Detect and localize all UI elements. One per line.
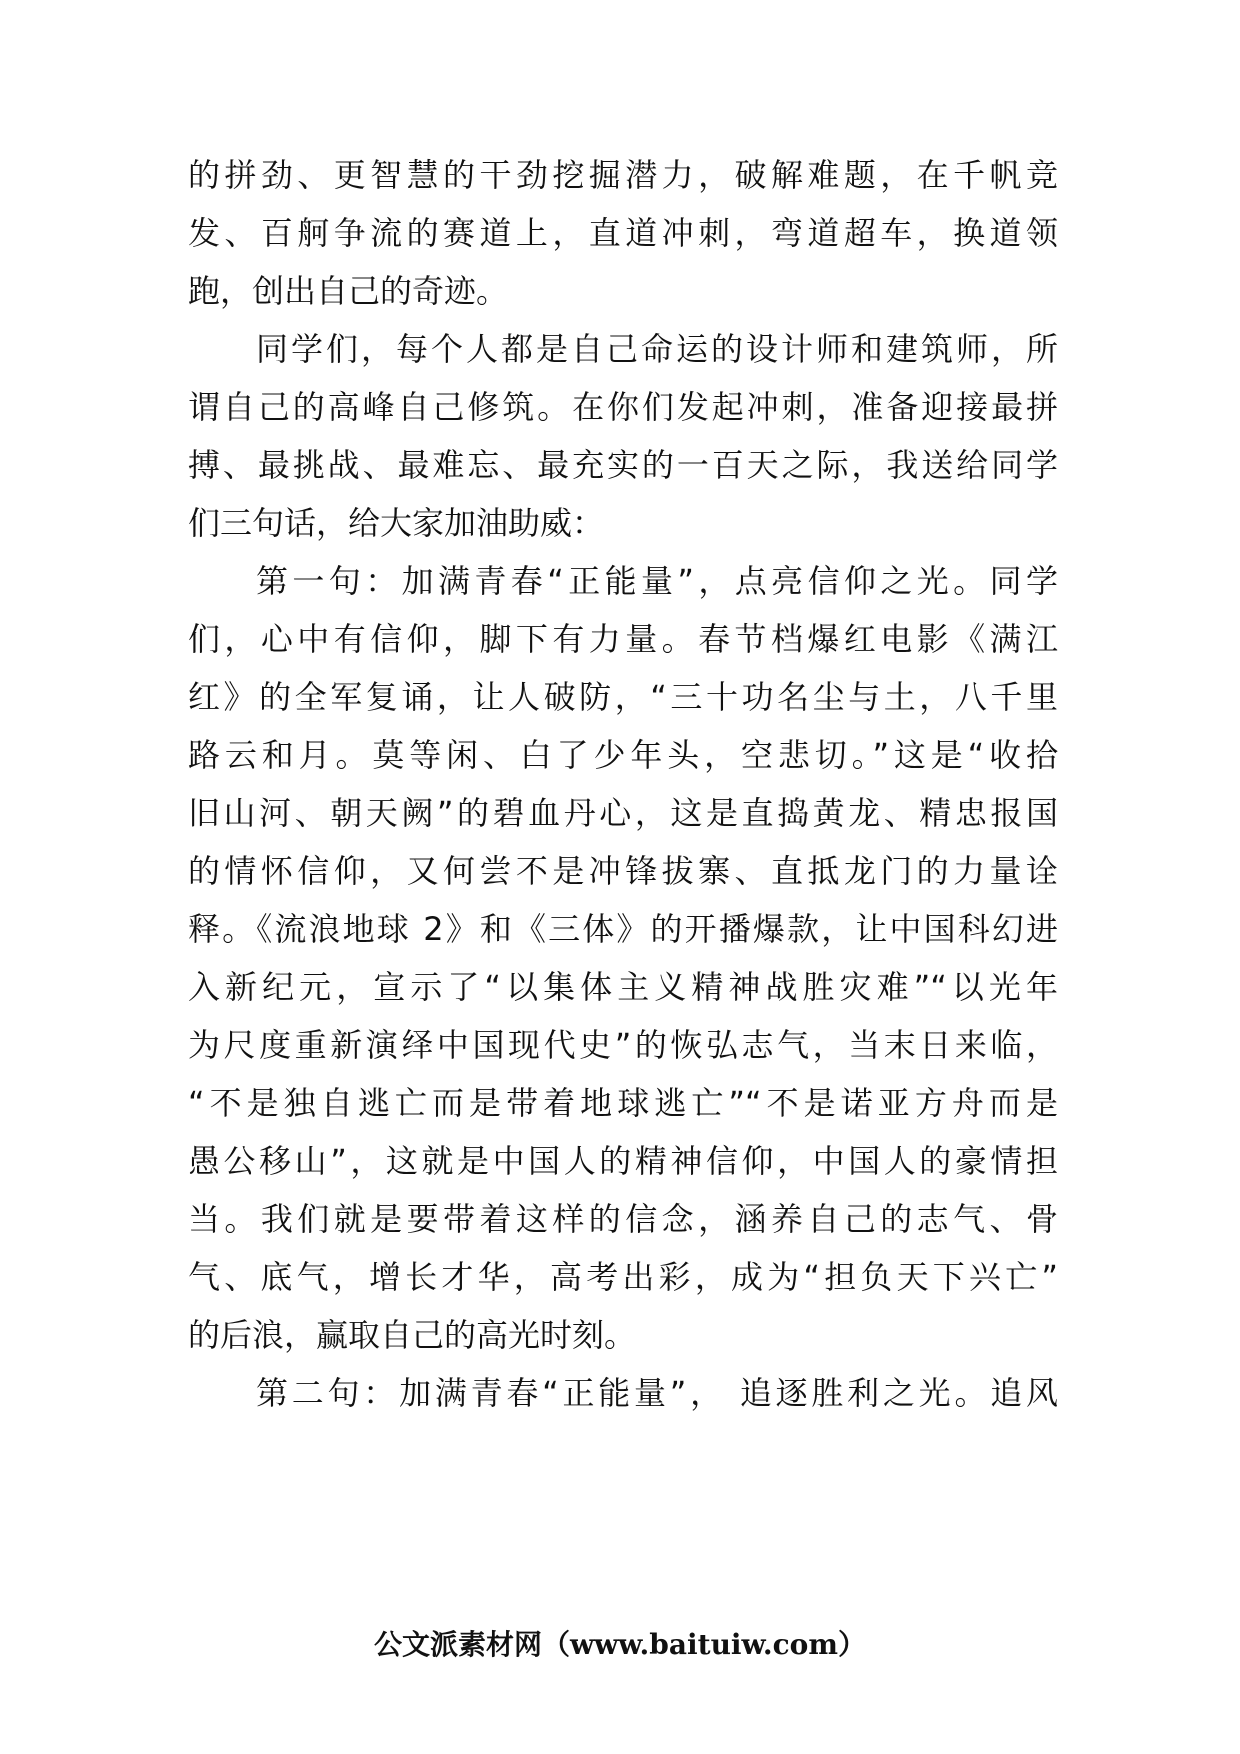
text-line: 第二句：加满青春“正能量”， 追逐胜利之光。追风 (256, 1374, 1058, 1412)
text-line: 旧山河、朝天阙”的碧血丹心，这是直捣黄龙、精忠报国 (188, 794, 1058, 832)
text-line: 的情怀信仰，又何尝不是冲锋拔寨、直抵龙门的力量诠 (188, 852, 1058, 890)
text-line: 路云和月。莫等闲、白了少年头，空悲切。”这是“收拾 (188, 736, 1058, 774)
text-line: 们，心中有信仰，脚下有力量。春节档爆红电影《满江 (188, 620, 1058, 658)
text-line: 们三句话，给大家加油助威： (188, 504, 605, 542)
text-line: 当。我们就是要带着这样的信念，涵养自己的志气、骨 (188, 1200, 1058, 1238)
text-line: 的后浪，赢取自己的高光时刻。 (188, 1316, 637, 1354)
text-line: 发、百舸争流的赛道上，直道冲刺，弯道超车，换道领 (188, 214, 1058, 252)
text-line: 谓自己的高峰自己修筑。在你们发起冲刺，准备迎接最拼 (188, 388, 1058, 426)
text-line: “不是独自逃亡而是带着地球逃亡”“不是诺亚方舟而是 (188, 1084, 1058, 1122)
page-footer: 公文派素材网（www.baituiw.com） (374, 1628, 866, 1661)
text-line: 入新纪元，宣示了“以集体主义精神战胜灾难”“以光年 (188, 968, 1058, 1006)
text-line: 愚公移山”，这就是中国人的精神信仰，中国人的豪情担 (188, 1142, 1058, 1180)
text-line: 第一句：加满青春“正能量”，点亮信仰之光。同学 (256, 562, 1058, 600)
text-line: 气、底气，增长才华，高考出彩，成为“担负天下兴亡” (188, 1258, 1058, 1296)
text-line: 同学们，每个人都是自己命运的设计师和建筑师，所 (256, 330, 1058, 368)
text-line: 释。《流浪地球 2》和《三体》的开播爆款，让中国科幻进 (188, 910, 1058, 948)
text-line: 红》的全军复诵，让人破防，“三十功名尘与土，八千里 (188, 678, 1058, 716)
text-line: 跑，创出自己的奇迹。 (188, 272, 509, 310)
text-line: 的拼劲、更智慧的干劲挖掘潜力，破解难题，在千帆竞 (188, 156, 1058, 194)
text-line: 为尺度重新演绎中国现代史”的恢弘志气，当末日来临， (188, 1026, 1058, 1064)
text-line: 搏、最挑战、最难忘、最充实的一百天之际，我送给同学 (188, 446, 1058, 484)
